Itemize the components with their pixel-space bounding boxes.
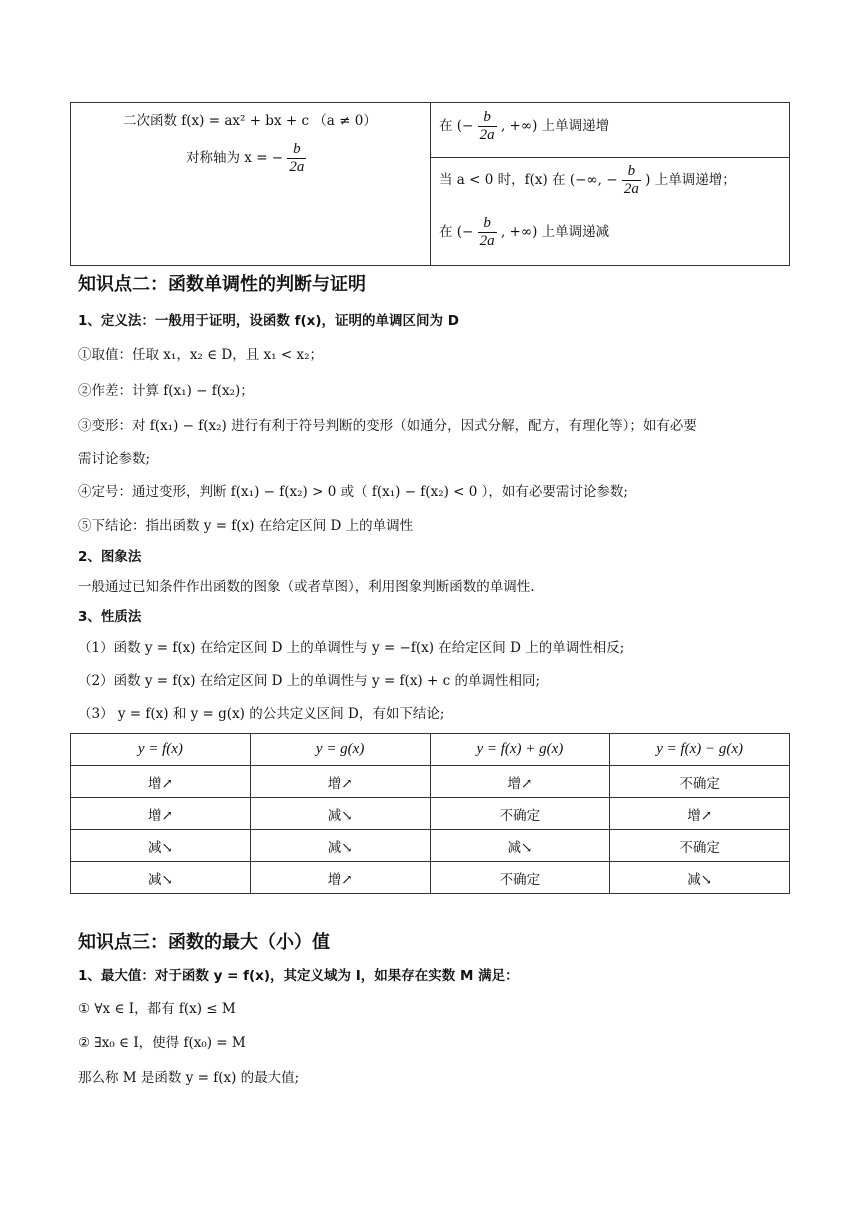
table-cell: 减↘ [430, 830, 610, 862]
property-2: （2）函数 y = f(x) 在给定区间 D 上的单调性与 y = f(x) + c 的单调性相同; [78, 673, 540, 689]
table-cell: 减↘ [250, 798, 430, 830]
step-transform: ③变形：对 f(x₁) − f(x₂) 进行有利于符号判断的变形（如通分，因式分解，配方，有理化等）；如有必要 [78, 418, 697, 434]
case-text-b: ) 上单调递增； [645, 172, 736, 188]
quadratic-table [70, 102, 790, 266]
step-conclusion: ⑤下结论：指出函数 y = f(x) 在给定区间 D 上的单调性 [78, 518, 414, 534]
increasing-interval [439, 109, 609, 144]
max-condition-1: ① ∀x ∈ I，都有 f(x) ≤ M [78, 1001, 236, 1017]
symmetry-axis-label: 对称轴为 x = − [186, 150, 284, 166]
fraction-numerator: b [622, 163, 641, 181]
table-cell: 增↗ [610, 798, 790, 830]
table-row [71, 830, 790, 862]
table-cell: 增↗ [250, 766, 430, 798]
fraction-b-over-2a [478, 109, 497, 144]
section-heading-monotonicity: 知识点二：函数单调性的判断与证明 [78, 274, 366, 295]
table-cell: 减↘ [250, 830, 430, 862]
table-divider-horizontal [430, 157, 789, 158]
table-divider-vertical [430, 103, 431, 265]
table-header-row [71, 734, 790, 766]
fraction-denominator: 2a [623, 181, 639, 197]
step-take-values: ①取值：任取 x₁，x₂ ∈ D，且 x₁ < x₂； [78, 347, 323, 363]
table-cell: 减↘ [610, 862, 790, 894]
table-cell: 增↗ [71, 766, 251, 798]
table-row [71, 766, 790, 798]
table-row [71, 798, 790, 830]
table-header-cell: y = f(x) [71, 734, 251, 766]
symmetry-axis [186, 141, 306, 176]
table-cell: 不确定 [610, 766, 790, 798]
fraction-b-over-2a [287, 141, 306, 176]
table-cell: 增↗ [430, 766, 610, 798]
table-cell: 增↗ [71, 798, 251, 830]
fraction-b-over-2a [478, 215, 497, 250]
table-header-cell: y = g(x) [250, 734, 430, 766]
max-value-title: 1、最大值：对于函数 y = f(x)，其定义域为 I，如果存在实数 M 满足： [78, 968, 519, 984]
fraction-denominator: 2a [289, 159, 305, 175]
table-header-cell: y = f(x) − g(x) [610, 734, 790, 766]
step-sign: ④定号：通过变形，判断 f(x₁) − f(x₂) > 0 或（ f(x₁) − f(x₂) < 0 ），如有必要需讨论参数; [78, 484, 628, 500]
table-cell: 减↘ [71, 862, 251, 894]
section-heading-extrema: 知识点三：函数的最大（小）值 [78, 932, 330, 953]
fraction-numerator: b [287, 141, 306, 159]
negative-a-case [439, 163, 736, 198]
method-graph-title: 2、图象法 [78, 549, 142, 565]
step-difference: ②作差：计算 f(x₁) − f(x₂)； [78, 383, 254, 399]
step-transform-continued: 需讨论参数; [78, 451, 151, 467]
method-definition-title: 1、定义法：一般用于证明，设函数 f(x)，证明的单调区间为 D [78, 313, 459, 329]
property-3: （3） y = f(x) 和 y = g(x) 的公共定义区间 D，有如下结论; [78, 706, 445, 722]
interval-prefix: 在 (− [439, 118, 474, 134]
table-row [71, 862, 790, 894]
decreasing-interval [439, 215, 609, 250]
fraction-b-over-2a [622, 163, 641, 198]
table-cell: 不确定 [610, 830, 790, 862]
max-condition-2: ② ∃x₀ ∈ I，使得 f(x₀) = M [78, 1035, 246, 1051]
interval-prefix: 在 (− [439, 224, 474, 240]
method-graph-text: 一般通过已知条件作出函数的图象（或者草图），利用图象判断函数的单调性. [78, 579, 535, 595]
table-cell: 不确定 [430, 862, 610, 894]
interval-suffix: , +∞) 上单调递减 [500, 224, 610, 240]
fraction-denominator: 2a [479, 127, 495, 143]
fraction-denominator: 2a [479, 233, 495, 249]
table-cell: 减↘ [71, 830, 251, 862]
method-property-title: 3、性质法 [78, 609, 142, 625]
quadratic-definition: 二次函数 f(x) = ax² + bx + c （a ≠ 0） [123, 113, 377, 129]
max-value-definition [78, 966, 519, 986]
fraction-numerator: b [478, 109, 497, 127]
monotonicity-table [70, 733, 790, 894]
max-conclusion: 那么称 M 是函数 y = f(x) 的最大值; [78, 1070, 300, 1086]
property-1: （1）函数 y = f(x) 在给定区间 D 上的单调性与 y = −f(x) 在给定区间 D 上的单调性相反; [78, 640, 625, 656]
table-cell: 不确定 [430, 798, 610, 830]
interval-suffix: , +∞) 上单调递增 [500, 118, 610, 134]
case-text-a: 当 a < 0 时，f(x) 在 (−∞, − [439, 172, 618, 188]
table-header-cell: y = f(x) + g(x) [430, 734, 610, 766]
table-cell: 增↗ [250, 862, 430, 894]
fraction-numerator: b [478, 215, 497, 233]
